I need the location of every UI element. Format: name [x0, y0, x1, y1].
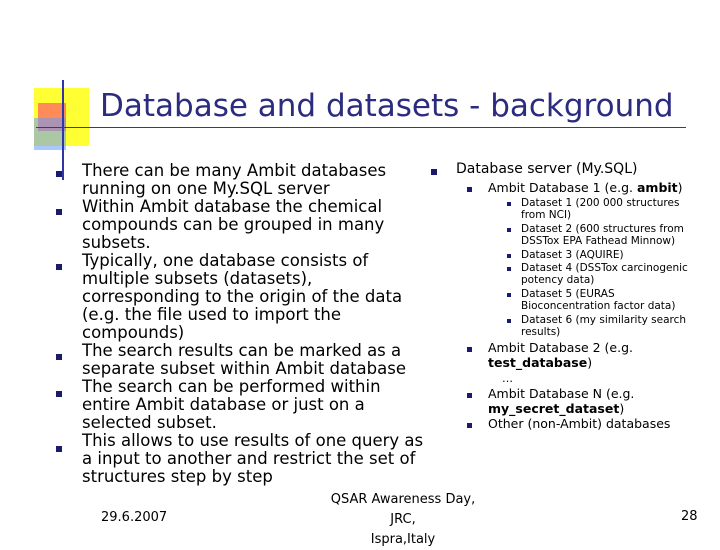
db-server-label: Database server (My.SQL)	[456, 161, 638, 177]
bullet-marker	[467, 393, 472, 398]
bullet-marker	[467, 187, 472, 192]
dataset-item: Dataset 3 (AQUIRE)	[521, 249, 624, 261]
ambit-dbn-label	[488, 386, 634, 416]
bullet-marker	[507, 254, 511, 258]
bullet-marker	[507, 267, 511, 271]
left-bullet-text: There can be many Ambit databases running on one My.SQL server	[82, 161, 387, 198]
dataset-item: Dataset 2 (600 structures from DSSTox EPA Fathead Minnow)	[521, 223, 684, 247]
left-bullet-text: The search can be performed within entire Ambit database or just on a selected subset.	[82, 377, 381, 432]
bullet-marker	[56, 391, 62, 397]
dataset-item: Dataset 5 (EURAS Bioconcentration factor data)	[521, 288, 676, 312]
bullet-marker	[56, 354, 62, 360]
bullet-marker	[56, 446, 62, 452]
bullet-marker	[467, 423, 472, 428]
left-bullet-text: Within Ambit database the chemical compounds can be grouped in many subsets.	[82, 197, 385, 252]
footer-event	[318, 490, 488, 550]
bullet-marker	[431, 169, 437, 175]
decor-vertical-line	[62, 80, 64, 180]
dataset-item: Dataset 6 (my similarity search results)	[521, 314, 687, 338]
bullet-marker	[56, 264, 62, 270]
title-underline	[36, 127, 686, 128]
left-bullet-text: This allows to use results of one query as a input to another and restrict the set of structures step by step	[82, 431, 424, 486]
left-bullet-list	[82, 162, 427, 486]
slide-title: Database and datasets - background	[100, 88, 674, 124]
left-bullet-text: Typically, one database consists of multiple subsets (datasets), corresponding to the origin of the data (e.g. the file used to import the compounds)	[82, 251, 403, 342]
dbn-name: my_secret_dataset	[488, 401, 620, 416]
db1-name: ambit	[636, 180, 678, 195]
dataset-item: Dataset 4 (DSSTox carcinogenic potency data)	[521, 262, 688, 286]
db1-text: Ambit Database 1 (e.g.	[488, 180, 637, 195]
bullet-marker	[507, 228, 511, 232]
dbn-text: Ambit Database N (e.g.	[488, 386, 635, 401]
bullet-marker	[507, 293, 511, 297]
footer-date: 29.6.2007	[101, 510, 168, 525]
db2-name: test_database	[488, 355, 588, 370]
bullet-marker	[56, 209, 62, 215]
db2-text: Ambit Database 2 (e.g.	[488, 340, 634, 355]
footer-event-line1: QSAR Awareness Day, JRC,	[330, 492, 476, 527]
ambit-db2-label	[488, 340, 633, 370]
bullet-marker	[467, 347, 472, 352]
page-number: 28	[681, 509, 698, 524]
dataset-item: Dataset 1 (200 000 structures from NCI)	[521, 197, 680, 221]
bullet-marker	[507, 202, 511, 206]
footer-event-line2: Ispra,Italy	[370, 532, 436, 547]
ambit-db1-label	[488, 180, 683, 195]
dbn-close: )	[619, 401, 625, 416]
bullet-marker	[507, 319, 511, 323]
left-bullet-text: The search results can be marked as a separate subset within Ambit database	[82, 341, 407, 378]
bullet-marker	[56, 171, 62, 177]
db1-close: )	[677, 180, 683, 195]
other-databases-label: Other (non-Ambit) databases	[488, 416, 671, 431]
ellipsis: …	[502, 372, 513, 385]
db2-close: )	[587, 355, 593, 370]
